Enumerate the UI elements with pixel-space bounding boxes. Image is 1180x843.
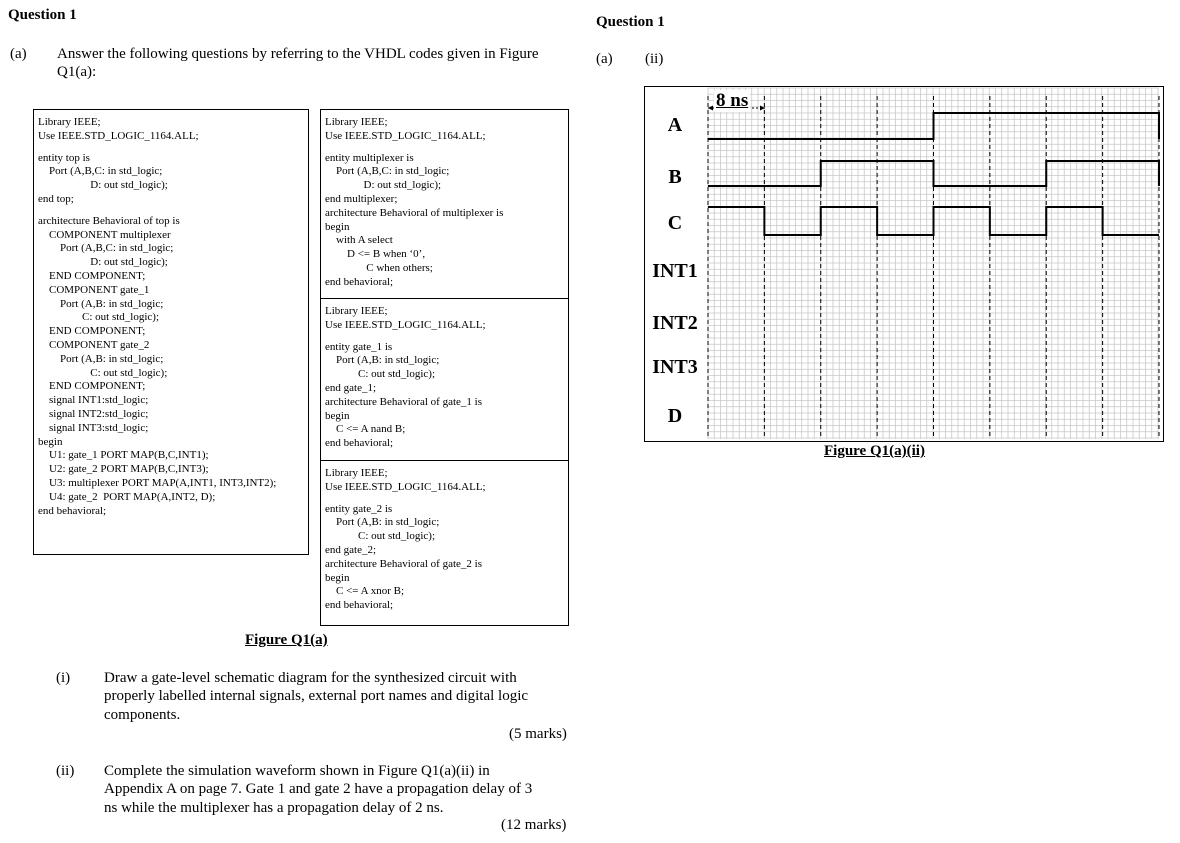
- code-line: end top;: [38, 192, 74, 205]
- code-line: COMPONENT gate_2: [38, 338, 150, 351]
- code-line: C <= A xnor B;: [325, 585, 405, 598]
- code-line: D: out std_logic);: [325, 179, 442, 192]
- code-line: begin: [38, 435, 63, 448]
- code-line: [38, 207, 304, 215]
- code-line: Use IEEE.STD_LOGIC_1164.ALL;: [325, 318, 486, 331]
- code-line: end behavioral;: [38, 504, 107, 517]
- code-line: D <= B when ‘0’,: [325, 248, 426, 261]
- part-label: (a): [10, 46, 27, 62]
- code-line: END COMPONENT;: [38, 380, 146, 393]
- code-line: COMPONENT multiplexer: [38, 228, 171, 241]
- code-line: D: out std_logic);: [38, 179, 168, 192]
- code-line: [325, 333, 564, 341]
- question-title: Question 1: [8, 7, 77, 23]
- code-line: signal INT3:std_logic;: [38, 421, 149, 434]
- code-line: Port (A,B: in std_logic;: [38, 352, 164, 365]
- code-line: end gate_1;: [325, 381, 377, 394]
- code-line: signal INT1:std_logic;: [38, 394, 149, 407]
- code-line: Library IEEE;: [325, 305, 388, 317]
- code-line: [325, 495, 564, 503]
- code-line: entity gate_1 is: [325, 340, 393, 353]
- code-line: END COMPONENT;: [38, 269, 146, 282]
- signal-label-d: D: [667, 405, 683, 427]
- code-box-gate1: [320, 298, 569, 461]
- code-line: C when others;: [325, 261, 433, 274]
- code-line: Port (A,B,C: in std_logic;: [325, 165, 450, 178]
- code-line: begin: [325, 409, 350, 422]
- right-question-title: Question 1: [596, 14, 665, 30]
- code-line: end multiplexer;: [325, 192, 398, 205]
- code-line: Library IEEE;: [325, 467, 388, 479]
- code-line: begin: [325, 571, 350, 584]
- code-line: entity gate_2 is: [325, 502, 393, 515]
- code-line: Library IEEE;: [325, 116, 388, 128]
- item-ii-line-1: Complete the simulation waveform shown in Figure Q1(a)(ii) in: [104, 763, 490, 779]
- signal-label-b: B: [668, 166, 682, 188]
- code-line: Library IEEE;: [38, 116, 101, 128]
- code-line: Use IEEE.STD_LOGIC_1164.ALL;: [325, 480, 486, 493]
- code-line: end gate_2;: [325, 543, 377, 556]
- signal-label-a: A: [667, 114, 683, 136]
- code-line: D: out std_logic);: [38, 256, 168, 269]
- code-line: END COMPONENT;: [38, 325, 146, 338]
- code-line: entity top is: [38, 151, 90, 164]
- code-line: Port (A,B: in std_logic;: [325, 354, 440, 367]
- signal-label-int2: INT2: [652, 312, 698, 334]
- figure-caption-q1a-ii: Figure Q1(a)(ii): [824, 443, 925, 459]
- code-line: COMPONENT gate_1: [38, 283, 150, 296]
- code-line: C: out std_logic);: [325, 530, 435, 543]
- code-line: U3: multiplexer PORT MAP(A,INT1, INT3,INT2);: [38, 476, 277, 489]
- figure-caption-q1a: Figure Q1(a): [245, 632, 328, 648]
- code-line: end behavioral;: [325, 599, 394, 612]
- code-line: U1: gate_1 PORT MAP(B,C,INT1);: [38, 449, 209, 462]
- code-box-multiplexer: [320, 109, 569, 299]
- right-sub-label: (ii): [645, 51, 664, 67]
- waveform-figure: [644, 86, 1164, 442]
- code-line: Port (A,B,C: in std_logic;: [38, 165, 163, 178]
- signal-label-int3: INT3: [652, 356, 698, 378]
- code-line: C: out std_logic);: [38, 311, 159, 324]
- code-line: Port (A,B: in std_logic;: [38, 297, 164, 310]
- item-i-line-1: Draw a gate-level schematic diagram for the synthesized circuit with: [104, 670, 517, 686]
- code-line: entity multiplexer is: [325, 151, 414, 164]
- code-line: Port (A,B,C: in std_logic;: [38, 242, 174, 255]
- code-box-gate2: [320, 460, 569, 626]
- code-line: C <= A nand B;: [325, 423, 406, 436]
- signal-label-int1: INT1: [652, 260, 698, 282]
- code-line: Use IEEE.STD_LOGIC_1164.ALL;: [325, 129, 486, 142]
- code-line: begin: [325, 220, 350, 233]
- code-line: Use IEEE.STD_LOGIC_1164.ALL;: [38, 129, 199, 142]
- code-line: C: out std_logic);: [325, 368, 435, 381]
- code-line: end behavioral;: [325, 275, 394, 288]
- item-ii-number: (ii): [56, 763, 75, 779]
- code-line: architecture Behavioral of gate_2 is: [325, 557, 482, 570]
- code-line: [38, 144, 304, 152]
- item-i-line-3: components.: [104, 707, 181, 723]
- code-line: U4: gate_2 PORT MAP(A,INT2, D);: [38, 490, 216, 503]
- code-line: architecture Behavioral of multiplexer is: [325, 206, 504, 219]
- code-line: U2: gate_2 PORT MAP(B,C,INT3);: [38, 463, 209, 476]
- code-line: architecture Behavioral of gate_1 is: [325, 395, 482, 408]
- code-line: [325, 144, 564, 152]
- code-line: C: out std_logic);: [38, 366, 168, 379]
- code-line: Port (A,B: in std_logic;: [325, 516, 440, 529]
- item-i-number: (i): [56, 670, 71, 686]
- item-ii-line-3: ns while the multiplexer has a propagation delay of 2 ns.: [104, 800, 444, 816]
- signal-label-c: C: [667, 212, 683, 234]
- code-box-top: [33, 109, 309, 555]
- intro-line-2: Q1(a):: [57, 64, 97, 80]
- item-ii-marks: (12 marks): [501, 817, 567, 833]
- time-scale-label: 8 ns: [716, 90, 749, 111]
- item-i-marks: (5 marks): [509, 726, 567, 742]
- item-i-line-2: properly labelled internal signals, external port names and digital logic: [104, 688, 529, 704]
- code-line: architecture Behavioral of top is: [38, 214, 180, 227]
- code-line: with A select: [325, 234, 393, 247]
- right-part-label: (a): [596, 51, 613, 67]
- code-line: end behavioral;: [325, 437, 394, 450]
- intro-line-1: Answer the following questions by referring to the VHDL codes given in Figure: [57, 46, 539, 62]
- code-line: signal INT2:std_logic;: [38, 407, 149, 420]
- item-ii-line-2: Appendix A on page 7. Gate 1 and gate 2 have a propagation delay of 3: [104, 781, 533, 797]
